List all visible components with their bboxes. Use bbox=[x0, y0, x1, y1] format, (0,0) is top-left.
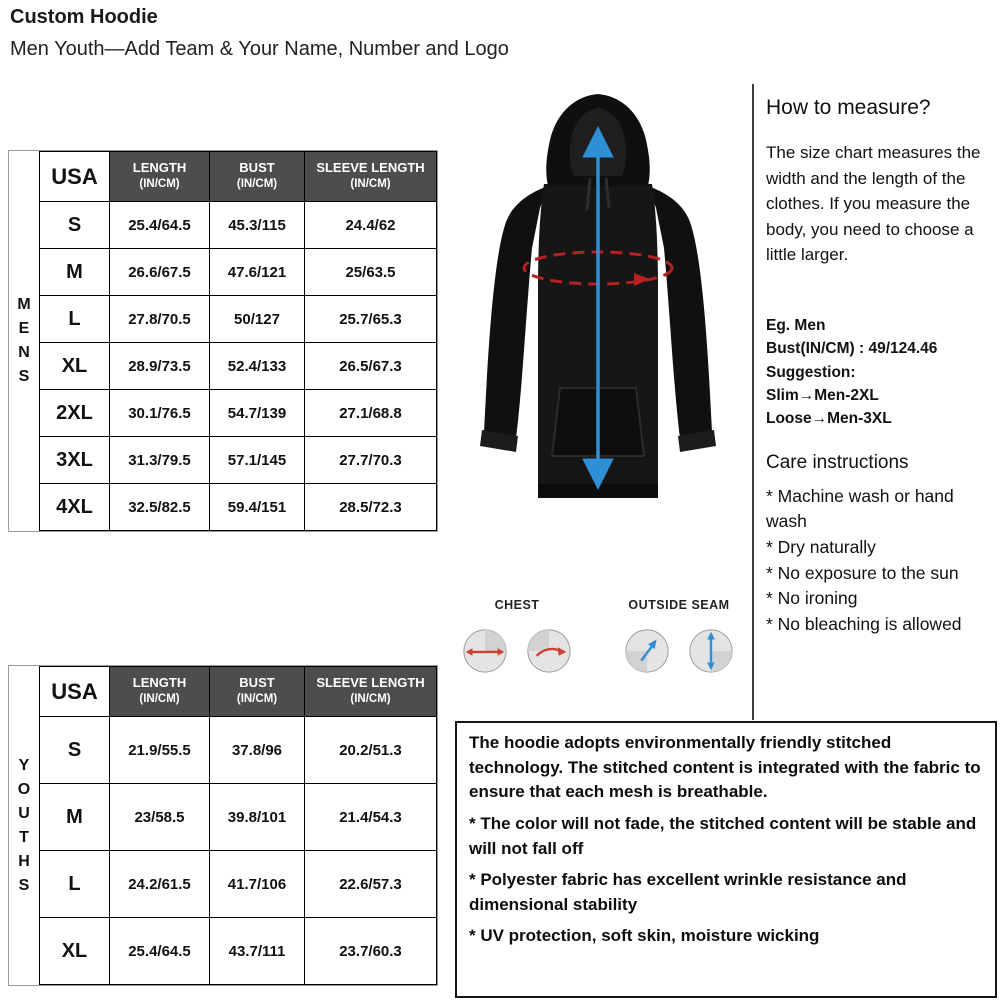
table-header-row bbox=[40, 152, 437, 202]
size-cell: L bbox=[40, 296, 110, 343]
table-row bbox=[40, 390, 437, 437]
sleeve-cell: 27.1/68.8 bbox=[305, 390, 437, 437]
feature-item: * Polyester fabric has excellent wrinkle resistance and dimensional stability bbox=[469, 870, 907, 914]
column-header-length: LENGTH (IN/CM) bbox=[110, 667, 210, 717]
size-cell: M bbox=[40, 784, 110, 851]
column-header-bust: BUST (IN/CM) bbox=[210, 667, 305, 717]
table-row bbox=[40, 784, 437, 851]
column-header-usa: USA bbox=[40, 152, 110, 202]
column-header-sleeve: SLEEVE LENGTH (IN/CM) bbox=[305, 667, 437, 717]
example-line: Suggestion: bbox=[766, 363, 856, 381]
fabric-stretch-arrow-icon bbox=[524, 626, 574, 676]
care-instructions-list bbox=[766, 484, 992, 638]
length-cell: 23/58.5 bbox=[110, 784, 210, 851]
sleeve-cell: 26.5/67.3 bbox=[305, 343, 437, 390]
how-to-measure-heading: How to measure? bbox=[766, 96, 931, 119]
page-title: Custom Hoodie bbox=[10, 6, 158, 28]
measurement-legend bbox=[444, 598, 752, 676]
size-cell: 3XL bbox=[40, 437, 110, 484]
care-item: * No ironing bbox=[766, 588, 858, 609]
bust-cell: 52.4/133 bbox=[210, 343, 305, 390]
youths-size-chart bbox=[8, 665, 438, 986]
example-line: Eg. Men bbox=[766, 317, 826, 334]
bust-cell: 39.8/101 bbox=[210, 784, 305, 851]
table-row bbox=[40, 437, 437, 484]
length-cell: 31.3/79.5 bbox=[110, 437, 210, 484]
product-features-box bbox=[455, 721, 997, 998]
care-instructions-heading: Care instructions bbox=[766, 452, 909, 473]
size-cell: S bbox=[40, 717, 110, 784]
measure-example bbox=[766, 314, 992, 430]
bust-cell: 45.3/115 bbox=[210, 202, 305, 249]
table-header-row bbox=[40, 667, 437, 717]
mens-group-label: MENS bbox=[17, 296, 31, 385]
example-line: Bust(IN/CM) : 49/124.46 bbox=[766, 340, 938, 358]
chest-measure-group bbox=[444, 598, 590, 676]
sleeve-cell: 23.7/60.3 bbox=[305, 918, 437, 985]
table-row bbox=[40, 484, 437, 531]
vertical-divider bbox=[752, 84, 754, 720]
size-cell: 2XL bbox=[40, 390, 110, 437]
care-item: * No bleaching is allowed bbox=[766, 614, 962, 635]
sleeve-cell: 22.6/57.3 bbox=[305, 851, 437, 918]
sleeve-cell: 25/63.5 bbox=[305, 249, 437, 296]
table-row bbox=[40, 249, 437, 296]
bust-cell: 57.1/145 bbox=[210, 437, 305, 484]
length-cell: 21.9/55.5 bbox=[110, 717, 210, 784]
bust-cell: 47.6/121 bbox=[210, 249, 305, 296]
size-cell: S bbox=[40, 202, 110, 249]
feature-item: * The color will not fade, the stitched content will be stable and will not fall off bbox=[469, 813, 977, 858]
bust-cell: 50/127 bbox=[210, 296, 305, 343]
example-line: Loose→Men-3XL bbox=[766, 410, 892, 427]
size-cell: XL bbox=[40, 918, 110, 985]
seam-diagonal-arrow-icon bbox=[622, 626, 672, 676]
table-row bbox=[40, 717, 437, 784]
how-to-measure-body: The size chart measures the width and the length of the clothes. If you measure the body, you need to choose a little larger. bbox=[766, 143, 981, 264]
column-header-bust: BUST (IN/CM) bbox=[210, 152, 305, 202]
table-row bbox=[40, 918, 437, 985]
page-subtitle: Men Youth—Add Team & Your Name, Number and Logo bbox=[10, 38, 509, 60]
table-row bbox=[40, 202, 437, 249]
length-cell: 30.1/76.5 bbox=[110, 390, 210, 437]
column-header-length: LENGTH (IN/CM) bbox=[110, 152, 210, 202]
outside-seam-measure-group bbox=[606, 598, 752, 676]
size-cell: M bbox=[40, 249, 110, 296]
seam-vertical-double-arrow-icon bbox=[686, 626, 736, 676]
length-cell: 25.4/64.5 bbox=[110, 202, 210, 249]
feature-item: * UV protection, soft skin, moisture wicking bbox=[469, 926, 820, 946]
bust-cell: 54.7/139 bbox=[210, 390, 305, 437]
features-intro: The hoodie adopts environmentally friendly stitched technology. The stitched content is integrated with the fabric to ensure that each mesh is breathable. bbox=[469, 733, 981, 802]
mens-size-table bbox=[39, 151, 437, 531]
length-cell: 24.2/61.5 bbox=[110, 851, 210, 918]
care-item: * Dry naturally bbox=[766, 536, 876, 557]
table-row bbox=[40, 343, 437, 390]
length-cell: 27.8/70.5 bbox=[110, 296, 210, 343]
youths-group-label: YOUTHS bbox=[17, 756, 31, 894]
size-cell: 4XL bbox=[40, 484, 110, 531]
bust-cell: 59.4/151 bbox=[210, 484, 305, 531]
sleeve-cell: 28.5/72.3 bbox=[305, 484, 437, 531]
length-cell: 25.4/64.5 bbox=[110, 918, 210, 985]
outside-seam-label: OUTSIDE SEAM bbox=[628, 598, 730, 612]
sleeve-cell: 24.4/62 bbox=[305, 202, 437, 249]
care-item: * Machine wash or hand wash bbox=[766, 486, 954, 531]
length-cell: 28.9/73.5 bbox=[110, 343, 210, 390]
bust-cell: 41.7/106 bbox=[210, 851, 305, 918]
bust-cell: 43.7/111 bbox=[210, 918, 305, 985]
chest-label: CHEST bbox=[494, 598, 540, 612]
care-item: * No exposure to the sun bbox=[766, 562, 959, 583]
length-cell: 26.6/67.5 bbox=[110, 249, 210, 296]
hoodie-product-image bbox=[448, 88, 748, 568]
sleeve-cell: 27.7/70.3 bbox=[305, 437, 437, 484]
table-row bbox=[40, 296, 437, 343]
column-header-sleeve: SLEEVE LENGTH (IN/CM) bbox=[305, 152, 437, 202]
youths-size-table bbox=[39, 666, 437, 985]
table-row bbox=[40, 851, 437, 918]
size-cell: XL bbox=[40, 343, 110, 390]
bust-cell: 37.8/96 bbox=[210, 717, 305, 784]
sleeve-cell: 25.7/65.3 bbox=[305, 296, 437, 343]
fabric-width-double-arrow-icon bbox=[460, 626, 510, 676]
size-cell: L bbox=[40, 851, 110, 918]
mens-size-chart bbox=[8, 150, 438, 532]
example-line: Slim→Men-2XL bbox=[766, 386, 879, 404]
column-header-usa: USA bbox=[40, 667, 110, 717]
sleeve-cell: 20.2/51.3 bbox=[305, 717, 437, 784]
length-cell: 32.5/82.5 bbox=[110, 484, 210, 531]
sleeve-cell: 21.4/54.3 bbox=[305, 784, 437, 851]
